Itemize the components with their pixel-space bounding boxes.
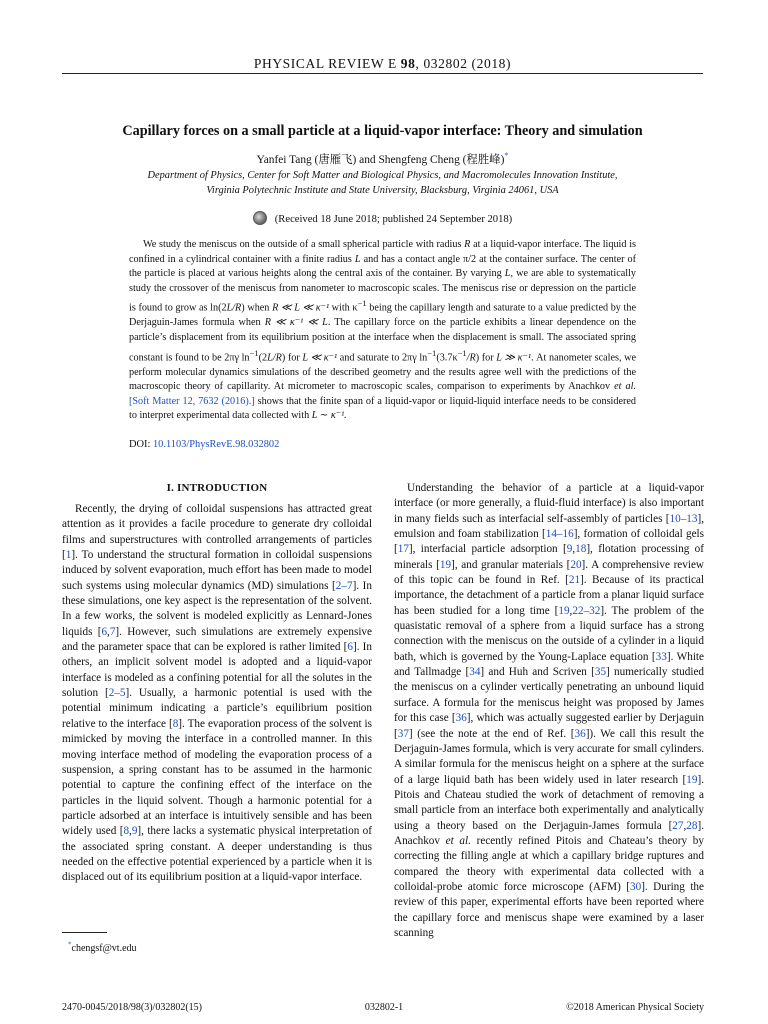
footnote	[68, 942, 137, 955]
abstract-et-al: et al.	[614, 381, 637, 393]
citation-link[interactable]: 21	[568, 574, 581, 587]
citation-link[interactable]: 7	[109, 625, 116, 638]
math-expression: L ∼ κ⁻¹.	[311, 410, 347, 422]
citation-link[interactable]: 9	[566, 543, 573, 556]
abstract-reference-link[interactable]: [Soft Matter 12, 7632 (2016).]	[129, 395, 255, 407]
abstract-text: . The capillary force on the particle exhibits a linear dependence on the particle’s displacement from its equilibrium position at the interface when the displacement is small. The associated spring constant is found to be 2πγ ln	[129, 317, 636, 363]
left-column	[62, 481, 372, 886]
footer-page-number: 032802-1	[364, 1002, 404, 1013]
abstract-text: ) when	[241, 302, 273, 314]
abstract-text: We study the meniscus on the outside of a small spherical particle with radius	[143, 239, 465, 250]
intro-paragraph-1: Recently, the drying of colloidal suspensions has attracted great attention as it provides a facile procedure to generate dry colloidal films and superstructures with controlled arrangements of particles [1]. To understand the structural formation in colloidal suspensions induced by solvent evaporation, much effort has been made to model such systems using molecular dynamics (MD) simulations [2–7]. In these simulations, one key aspect is the representation of the solvent. In a few works, the solvent is modeled explicitly as Lennard-Jones liquids [6,7]. However, such simulations are extremely expensive and the parameter space that can be explored is rather limited [6]. In others, an implicit solvent model is adopted and a liquid-vapor interface is modeled as a confining potential for all the solutes in the solution [2–5]. Usually, a harmonic potential is used with the potential minimum indicating a particle’s equilibrium position relative to the interface [8]. The evaporation process of the solvent is mimicked by moving the interface in a controlled manner. In this moving interface method of modeling the evaporation process of a suspension, a spring constant has to be assumed in the harmonic potential to capture the confining effect of the interface on the particles in the liquid solvent. Though a harmonic potential for a particle adsorbed at an interface is intuitively sensible and has been widely used [8,9], there lacks a systematic physical interpretation of the associated spring constant. A deeper understanding is thus needed on the effective potential experienced by a particle when it is displaced out of its equilibrium position at a liquid-vapor interface.	[62, 503, 373, 884]
citation-link[interactable]: 8	[172, 717, 179, 730]
citation-link[interactable]: 19	[558, 604, 570, 617]
right-column	[394, 481, 704, 941]
math-exponent: −1	[427, 347, 437, 358]
citation-link[interactable]: 6	[347, 641, 353, 654]
citation-link[interactable]: 18	[575, 543, 587, 556]
abstract-text: shows that the finite span of a liquid-vapor or liquid-liquid interface needs to be considered to interpret experimental data collected with	[129, 395, 636, 422]
received-dates: (Received 18 June 2018; published 24 September 2018)	[274, 214, 513, 225]
math-symbol: L	[354, 253, 361, 265]
journal-name: PHYSICAL REVIEW E	[253, 56, 397, 71]
citation-link[interactable]: 2–5	[108, 687, 126, 700]
math-expression: R ≪ κ⁻¹ ≪ L	[264, 317, 328, 329]
citation-link[interactable]: 10–13	[669, 512, 698, 525]
citation-link[interactable]: 1	[65, 549, 72, 562]
intro-paragraph-2: Understanding the behavior of a particle at a liquid-vapor interface (or more generally, a fluid-fluid interface) is also important in many fields such as interfacial self-assembly of particles [10–13], emulsion and foam stabilization [14–16], formation of colloidal gels [17], interfacial particle adsorption [9,18], flotation processing of minerals [19], and granular materials [20]. A comprehensive review of this topic can be found in Ref. [21]. Because of its practical importance, the detachment of a particle from a planar liquid surface has been studied for a long time [19,22–32]. The problem of the quasistatic removal of a sphere from a liquid surface has a strong connection with the meniscus on the outside of a cylinder in a liquid bath, which is governed by the Young-Laplace equation [33]. White and Tallmadge [34] and Huh and Scriven [35] numerically studied the meniscus on a cylinder vertically penetrating an unbound liquid surface. A formula for the meniscus height was proposed by James for this case [36], which was actually suggested earlier by Derjaguin [37] (see the note at the end of Ref. [36]). We call this result the Derjaguin-James formula, which is very accurate for small cylinders. A similar formula for the meniscus height on a sphere at the surface of a large liquid bath has been widely used in later research [19]. Pitois and Chateau studied the work of detachment of removing a small particle from an interface both experimentally and analytically using a theory based on the Derjaguin-James formula [27,28]. Anachkov et al. recently refined Pitois and Chateau’s theory by correcting the filling angle at which a capillary bridge ruptures and compared the theory with experimental data collected with a colloidal-probe atomic force microscope (AFM) [30]. During the review of this paper, experimental efforts have been reported where the capillary force and meniscus shape were examined by a laser scanning	[394, 482, 705, 939]
citation-link[interactable]: 28	[686, 819, 698, 832]
footer-issn: 2470-0045/2018/98(3)/032802(15)	[62, 1002, 202, 1013]
doi-label: DOI:	[129, 439, 151, 450]
citation-link[interactable]: 27	[672, 819, 684, 832]
abstract-text: being the capillary length and saturate to a value predicted by the Derjaguin-James formula when	[129, 302, 636, 329]
math-symbol: L/R	[226, 302, 242, 314]
citation-link[interactable]: 22–32	[572, 604, 601, 617]
article-title: Capillary forces on a small particle at a liquid-vapor interface: Theory and simulation	[122, 123, 643, 139]
math-symbol: R	[464, 239, 471, 250]
abstract-text: at a liquid-vapor interface. The liquid is confined in a cylindrical container with a finite radius	[129, 239, 636, 265]
journal-article-pages: , 032802 (2018)	[415, 56, 512, 71]
citation-link[interactable]: 35	[594, 666, 607, 679]
doi-line	[129, 438, 636, 452]
footer-copyright: ©2018 American Physical Society	[566, 1002, 704, 1013]
doi-link[interactable]: 10.1103/PhysRevE.98.032802	[152, 439, 280, 450]
math-expression: R ≪ L ≪ κ⁻¹	[272, 302, 330, 314]
math-expression: L ≪ κ⁻¹	[302, 351, 338, 363]
authors: Yanfei Tang (唐雁飞) and Shengfeng Cheng (程胜峰)	[256, 154, 505, 166]
abstract-text: ) for	[475, 351, 497, 363]
math-exponent: −1	[457, 347, 467, 358]
crossmark-icon[interactable]	[253, 211, 267, 225]
footnote-email-link[interactable]: chengsf@vt.edu	[71, 943, 137, 954]
footnote-rule	[62, 932, 107, 933]
citation-link[interactable]: 36	[455, 712, 467, 725]
abstract	[129, 238, 636, 424]
affiliation-line-2: Virginia Polytechnic Institute and State University, Blacksburg, Virginia 24061, USA	[206, 184, 559, 196]
citation-link[interactable]: 17	[397, 543, 409, 556]
citation-link[interactable]: 2–7	[335, 579, 353, 592]
author-footnote-link[interactable]: *	[504, 151, 509, 161]
citation-link[interactable]: 37	[397, 727, 409, 740]
journal-header	[62, 56, 703, 72]
abstract-text: and has a contact angle π/2 at the container surface. The center of the particle is placed at various heights along the central axis of the container. By varying	[129, 253, 637, 280]
citation-link[interactable]: 34	[469, 666, 481, 679]
citation-link[interactable]: 9	[131, 825, 138, 838]
citation-link[interactable]: 20	[570, 558, 582, 571]
citation-link[interactable]: 33	[655, 650, 667, 663]
citation-link[interactable]: 36	[574, 727, 586, 740]
math-symbol: /R	[466, 351, 476, 363]
abstract-text: (3.7κ	[436, 351, 458, 363]
section-heading-introduction: I. INTRODUCTION	[166, 482, 268, 494]
math-symbol: L/R	[267, 351, 282, 363]
affiliation-line-1: Department of Physics, Center for Soft Matter and Biological Physics, and Macromolecules Innovation Institute,	[147, 170, 618, 181]
header-rule	[62, 73, 703, 74]
citation-link[interactable]: 19	[439, 558, 452, 571]
abstract-text: and saturate to 2πγ ln	[337, 351, 428, 363]
citation-link[interactable]: 30	[630, 880, 642, 893]
abstract-text: (2	[258, 351, 268, 363]
math-symbol: L	[504, 268, 511, 280]
journal-volume: 98	[400, 56, 416, 71]
math-expression: L ≫ κ⁻¹	[496, 351, 531, 363]
abstract-text: . At nanometer scales, we perform molecular dynamics simulations of the described geometry and the results agree well with the predictions of the macroscopic theory of capillarity. At micrometer to macroscopic scales, comparison to experiments by Anachkov	[129, 351, 637, 393]
abstract-text: ) for	[281, 351, 303, 363]
abstract-text: , we are able to systematically study the crossover of the meniscus from nanometer to macroscopic scales. The meniscus rise or depression on the particle is found to grow as ln(2	[129, 268, 636, 314]
citation-link[interactable]: 14–16	[545, 528, 574, 541]
affiliation	[62, 169, 703, 198]
citation-link[interactable]: 19	[686, 773, 698, 786]
citation-link[interactable]: 8	[123, 825, 130, 838]
math-exponent: −1	[357, 298, 367, 309]
footnote-mark: *	[68, 940, 72, 949]
math-exponent: −1	[249, 347, 259, 358]
abstract-text: with κ	[329, 302, 358, 314]
citation-link[interactable]: 6	[101, 625, 108, 638]
received-line	[62, 211, 703, 227]
author-line	[62, 153, 703, 168]
